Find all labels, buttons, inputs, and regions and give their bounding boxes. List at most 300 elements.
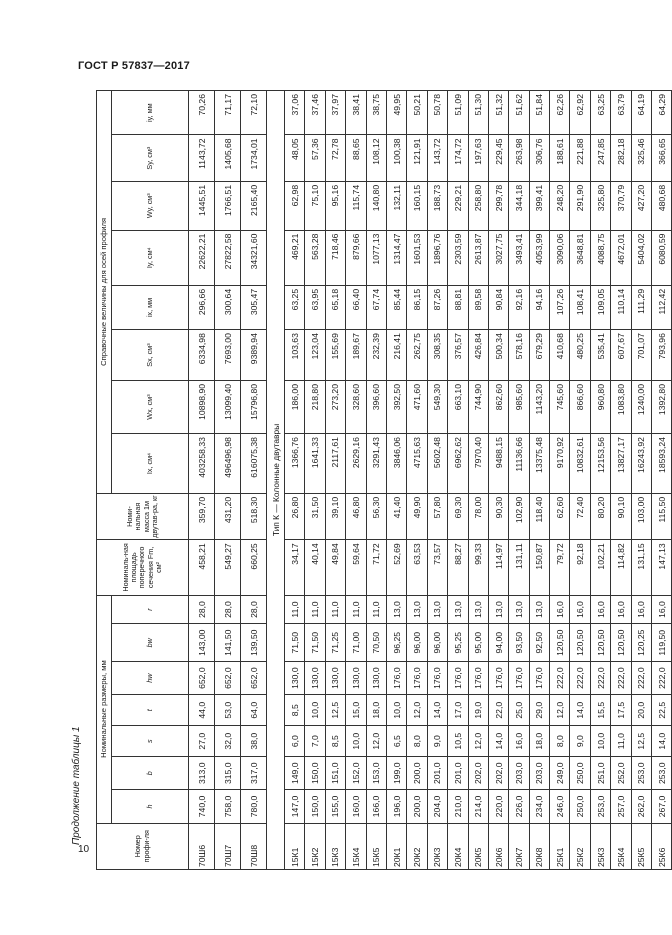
table-cell: 22622,21: [189, 230, 215, 285]
table-cell: 86,15: [407, 285, 427, 329]
table-cell: 16243,92: [631, 434, 651, 494]
table-cell: 186,00: [285, 381, 305, 434]
table-cell: 62,92: [570, 91, 590, 135]
table-cell: 6,5: [386, 726, 406, 757]
table-row: [285, 91, 305, 870]
table-cell: 17,5: [611, 695, 631, 726]
header-row-groups: [97, 91, 112, 870]
table-cell: 500,34: [488, 330, 508, 381]
table-cell: 222,0: [570, 662, 590, 695]
table-cell: 39,10: [325, 493, 345, 539]
table-cell: 176,0: [427, 662, 447, 695]
table-cell: 1896,76: [427, 230, 447, 285]
table-cell: 79,72: [550, 540, 570, 595]
table-cell: 130,0: [366, 662, 386, 695]
table-cell: 139,50: [241, 624, 267, 662]
table-cell: 296,66: [189, 285, 215, 329]
table-cell: 108,41: [570, 285, 590, 329]
table-cell: 11,0: [611, 726, 631, 757]
table-cell: 793,96: [652, 330, 672, 381]
table-cell: 201,0: [448, 757, 468, 790]
table-cell: 120,25: [631, 624, 651, 662]
cell-profile-number: 70Ш8: [241, 823, 267, 869]
table-cell: 34,17: [285, 540, 305, 595]
header-dim-6: r: [112, 595, 189, 624]
table-cell: 701,07: [631, 330, 651, 381]
table-cell: 257,0: [611, 790, 631, 823]
table-cell: 200,0: [407, 757, 427, 790]
table-cell: 59,64: [346, 540, 366, 595]
header-dim-2: s: [112, 726, 189, 757]
table-cell: 1445,51: [189, 181, 215, 230]
table-cell: 150,87: [529, 540, 549, 595]
table-cell: 229,21: [448, 181, 468, 230]
table-cell: 71,25: [325, 624, 345, 662]
table-cell: 2165,40: [241, 181, 267, 230]
table-cell: 73,57: [427, 540, 447, 595]
table-cell: 140,80: [366, 181, 386, 230]
table-cell: 13,0: [427, 595, 447, 624]
table-cell: 4053,99: [529, 230, 549, 285]
table-cell: 141,50: [215, 624, 241, 662]
header-nominal-dimensions: Номинальные размеры, мм: [97, 595, 112, 823]
table-cell: 403258,33: [189, 434, 215, 494]
cell-profile-number: 15К1: [285, 823, 305, 869]
table-cell: 130,0: [325, 662, 345, 695]
table-cell: 344,18: [509, 181, 529, 230]
header-dim-1: b: [112, 757, 189, 790]
table-cell: 10,0: [346, 726, 366, 757]
table-cell: 114,82: [611, 540, 631, 595]
table-row: [509, 91, 529, 870]
table-cell: 109,05: [590, 285, 610, 329]
table-row: [366, 91, 386, 870]
table-cell: 202,0: [468, 757, 488, 790]
table-cell: 267,0: [652, 790, 672, 823]
table-cell: 31,50: [305, 493, 325, 539]
table-row: [488, 91, 508, 870]
table-cell: 376,57: [448, 330, 468, 381]
table-cell: 75,10: [305, 181, 325, 230]
table-cell: 325,80: [590, 181, 610, 230]
table-cell: 78,00: [468, 493, 488, 539]
table-cell: 4088,75: [590, 230, 610, 285]
table-cell: 222,0: [590, 662, 610, 695]
table-cell: 26,80: [285, 493, 305, 539]
table-cell: 10,0: [590, 726, 610, 757]
table-cell: 222,0: [611, 662, 631, 695]
table-cell: 306,76: [529, 135, 549, 181]
table-cell: 549,30: [427, 381, 447, 434]
table-cell: 317,0: [241, 757, 267, 790]
table-cell: 65,18: [325, 285, 345, 329]
table-cell: 176,0: [529, 662, 549, 695]
table-cell: 471,60: [407, 381, 427, 434]
table-cell: 20,0: [631, 695, 651, 726]
table-row: [570, 91, 590, 870]
table-cell: 652,0: [215, 662, 241, 695]
table-cell: 253,0: [590, 790, 610, 823]
table-cell: 222,0: [652, 662, 672, 695]
table-cell: 1314,47: [386, 230, 406, 285]
table-cell: 102,21: [590, 540, 610, 595]
table-cell: 679,29: [529, 330, 549, 381]
table-cell: 249,0: [550, 757, 570, 790]
table-cell: 64,29: [652, 91, 672, 135]
table-cell: 11,0: [325, 595, 345, 624]
table-cell: 188,73: [427, 181, 447, 230]
table-cell: 114,97: [488, 540, 508, 595]
table-cell: 130,0: [346, 662, 366, 695]
table-cell: 3846,06: [386, 434, 406, 494]
table-cell: 203,0: [529, 757, 549, 790]
table-cell: 11,0: [346, 595, 366, 624]
table-cell: 71,50: [305, 624, 325, 662]
table-cell: 226,0: [509, 790, 529, 823]
table-cell: 15,5: [590, 695, 610, 726]
table-cell: 63,79: [611, 91, 631, 135]
table-cell: 90,84: [488, 285, 508, 329]
table-cell: 8,0: [407, 726, 427, 757]
header-ref-7: iy, мм: [112, 91, 189, 135]
cell-profile-number: 20К8: [529, 823, 549, 869]
table-cell: 2629,16: [346, 434, 366, 494]
table-cell: 2117,61: [325, 434, 345, 494]
table-cell: 12,0: [550, 695, 570, 726]
table-row: [448, 91, 468, 870]
table-cell: 220,0: [488, 790, 508, 823]
table-cell: 300,64: [215, 285, 241, 329]
table-cell: 107,26: [550, 285, 570, 329]
table-cell: 160,15: [407, 181, 427, 230]
table-cell: 118,40: [529, 493, 549, 539]
table-cell: 119,50: [652, 624, 672, 662]
table-cell: 96,00: [407, 624, 427, 662]
table-cell: 16,0: [590, 595, 610, 624]
table-cell: 69,30: [448, 493, 468, 539]
table-cell: 88,27: [448, 540, 468, 595]
table-cell: 16,0: [509, 726, 529, 757]
table-cell: 108,12: [366, 135, 386, 181]
table-cell: 13,0: [407, 595, 427, 624]
table-cell: 176,0: [407, 662, 427, 695]
table-cell: 253,0: [631, 757, 651, 790]
table-cell: 70,50: [366, 624, 386, 662]
cell-profile-number: 70Ш6: [189, 823, 215, 869]
table-cell: 28,0: [241, 595, 267, 624]
cell-profile-number: 25К6: [652, 823, 672, 869]
table-cell: 16,0: [570, 595, 590, 624]
table-row: [468, 91, 488, 870]
cell-profile-number: 15К3: [325, 823, 345, 869]
table-cell: 22,0: [488, 695, 508, 726]
table-cell: 92,16: [509, 285, 529, 329]
cell-profile-number: 15К2: [305, 823, 325, 869]
table-cell: 13,0: [448, 595, 468, 624]
table-cell: 10,0: [305, 695, 325, 726]
table-cell: 3291,43: [366, 434, 386, 494]
table-cell: 11136,66: [509, 434, 529, 494]
table-cell: 9,0: [570, 726, 590, 757]
table-cell: 96,00: [427, 624, 447, 662]
table-cell: 120,50: [550, 624, 570, 662]
table-cell: 366,65: [652, 135, 672, 181]
table-cell: 27,0: [189, 726, 215, 757]
table-cell: 92,50: [529, 624, 549, 662]
table-cell: 176,0: [448, 662, 468, 695]
table-cell: 1392,80: [652, 381, 672, 434]
table-cell: 2303,59: [448, 230, 468, 285]
table-cell: 11,0: [366, 595, 386, 624]
table-cell: 410,68: [550, 330, 570, 381]
table-cell: 176,0: [488, 662, 508, 695]
table-row: [305, 91, 325, 870]
table-cell: 64,0: [241, 695, 267, 726]
table-cell: 1734,01: [241, 135, 267, 181]
table-cell: 18,0: [366, 695, 386, 726]
table-cell: 5404,02: [631, 230, 651, 285]
table-cell: 99,33: [468, 540, 488, 595]
table-cell: 111,29: [631, 285, 651, 329]
table-cell: 70,26: [189, 91, 215, 135]
table-cell: 94,16: [529, 285, 549, 329]
table-cell: 120,50: [611, 624, 631, 662]
table-cell: 11,0: [285, 595, 305, 624]
table-cell: 392,50: [386, 381, 406, 434]
table-cell: 56,30: [366, 493, 386, 539]
table-cell: 121,91: [407, 135, 427, 181]
cell-profile-number: 25К4: [611, 823, 631, 869]
table-cell: 291,90: [570, 181, 590, 230]
table-cell: 89,58: [468, 285, 488, 329]
table-cell: 90,10: [611, 493, 631, 539]
table-cell: 1766,51: [215, 181, 241, 230]
table-cell: 3090,06: [550, 230, 570, 285]
table-cell: 3493,41: [509, 230, 529, 285]
table-cell: 18593,24: [652, 434, 672, 494]
table-cell: 258,80: [468, 181, 488, 230]
table-cell: 431,20: [215, 493, 241, 539]
table-cell: 52,69: [386, 540, 406, 595]
table-cell: 299,78: [488, 181, 508, 230]
cell-profile-number: 20К4: [448, 823, 468, 869]
table-cell: 253,0: [652, 757, 672, 790]
table-cell: 1143,20: [529, 381, 549, 434]
cell-profile-number: 20К5: [468, 823, 488, 869]
section-row: [267, 91, 285, 870]
table-cell: 102,90: [509, 493, 529, 539]
table-cell: 150,0: [305, 757, 325, 790]
table-cell: 12153,56: [590, 434, 610, 494]
table-cell: 131,15: [631, 540, 651, 595]
table-cell: 262,75: [407, 330, 427, 381]
table-cell: 151,0: [325, 757, 345, 790]
table-cell: 38,0: [241, 726, 267, 757]
table-cell: 7,0: [305, 726, 325, 757]
header-dim-0: h: [112, 790, 189, 823]
table-cell: 115,74: [346, 181, 366, 230]
cell-profile-number: 25К5: [631, 823, 651, 869]
table-cell: 879,66: [346, 230, 366, 285]
table-cell: 985,60: [509, 381, 529, 434]
header-reference-values: Справочные величины для осей профиля: [97, 91, 112, 494]
table-row: [427, 91, 447, 870]
table-cell: 578,16: [509, 330, 529, 381]
table-cell: 480,68: [652, 181, 672, 230]
table-cell: 549,27: [215, 540, 241, 595]
table-row: [611, 91, 631, 870]
table-cell: 218,80: [305, 381, 325, 434]
table-cell: 199,0: [386, 757, 406, 790]
table-row: [590, 91, 610, 870]
table-cell: 90,30: [488, 493, 508, 539]
table-cell: 15796,80: [241, 381, 267, 434]
table-cell: 607,67: [611, 330, 631, 381]
table-cell: 458,21: [189, 540, 215, 595]
table-cell: 203,0: [509, 757, 529, 790]
table-cell: 10,0: [386, 695, 406, 726]
header-dim-5: bw: [112, 624, 189, 662]
table-cell: 13,0: [386, 595, 406, 624]
table-cell: 16,0: [550, 595, 570, 624]
table-cell: 94,00: [488, 624, 508, 662]
table-cell: 196,0: [386, 790, 406, 823]
table-cell: 12,0: [407, 695, 427, 726]
header-ref-1: Wx, см³: [112, 381, 189, 434]
table-cell: 222,0: [550, 662, 570, 695]
header-ref-6: Sy, см³: [112, 135, 189, 181]
table-row: [386, 91, 406, 870]
table-cell: 149,0: [285, 757, 305, 790]
table-cell: 399,41: [529, 181, 549, 230]
table-cell: 13827,17: [611, 434, 631, 494]
table-cell: 204,0: [427, 790, 447, 823]
table-cell: 71,72: [366, 540, 386, 595]
table-cell: 12,5: [631, 726, 651, 757]
table-cell: 16,0: [652, 595, 672, 624]
table-cell: 147,0: [285, 790, 305, 823]
profile-table: [96, 90, 672, 870]
table-row: [189, 91, 215, 870]
table-cell: 960,80: [590, 381, 610, 434]
table-cell: 71,50: [285, 624, 305, 662]
table-cell: 250,0: [570, 757, 590, 790]
header-ref-5: Wy, см³: [112, 181, 189, 230]
table-cell: 14,0: [570, 695, 590, 726]
table-cell: 563,28: [305, 230, 325, 285]
table-cell: 80,20: [590, 493, 610, 539]
header-dim-4: hw: [112, 662, 189, 695]
table-cell: 63,53: [407, 540, 427, 595]
table-cell: 305,47: [241, 285, 267, 329]
table-cell: 143,00: [189, 624, 215, 662]
table-cell: 652,0: [189, 662, 215, 695]
table-cell: 37,06: [285, 91, 305, 135]
cell-profile-number: 15К4: [346, 823, 366, 869]
table-cell: 12,0: [468, 726, 488, 757]
cell-profile-number: 70Ш7: [215, 823, 241, 869]
cell-profile-number: 20К1: [386, 823, 406, 869]
table-cell: 3027,75: [488, 230, 508, 285]
table-row: [631, 91, 651, 870]
table-cell: 130,0: [305, 662, 325, 695]
table-cell: 12,5: [325, 695, 345, 726]
cell-profile-number: 20К6: [488, 823, 508, 869]
table-cell: 88,65: [346, 135, 366, 181]
table-cell: 37,97: [325, 91, 345, 135]
table-cell: 1143,72: [189, 135, 215, 181]
table-cell: 744,90: [468, 381, 488, 434]
table-cell: 188,61: [550, 135, 570, 181]
table-cell: 176,0: [509, 662, 529, 695]
table-cell: 19,0: [468, 695, 488, 726]
table-cell: 247,85: [590, 135, 610, 181]
table-cell: 123,04: [305, 330, 325, 381]
table-cell: 189,67: [346, 330, 366, 381]
table-cell: 11,0: [305, 595, 325, 624]
table-cell: 10898,90: [189, 381, 215, 434]
table-cell: 758,0: [215, 790, 241, 823]
header-ref-0: Ix, см⁴: [112, 434, 189, 494]
table-cell: 1366,76: [285, 434, 305, 494]
table-cell: 49,90: [407, 493, 427, 539]
table-row: [652, 91, 672, 870]
table-cell: 308,35: [427, 330, 447, 381]
table-cell: 15,0: [346, 695, 366, 726]
table-cell: 40,14: [305, 540, 325, 595]
header-ref-4: Iy, см⁴: [112, 230, 189, 285]
table-cell: 62,26: [550, 91, 570, 135]
table-cell: 469,21: [285, 230, 305, 285]
table-cell: 85,44: [386, 285, 406, 329]
table-cell: 9170,92: [550, 434, 570, 494]
table-row: [407, 91, 427, 870]
table-cell: 7970,40: [468, 434, 488, 494]
table-cell: 214,0: [468, 790, 488, 823]
table-cell: 229,45: [488, 135, 508, 181]
table-cell: 5602,48: [427, 434, 447, 494]
table-cell: 248,20: [550, 181, 570, 230]
table-cell: 48,05: [285, 135, 305, 181]
table-cell: 14,0: [427, 695, 447, 726]
table-cell: 652,0: [241, 662, 267, 695]
table-cell: 32,0: [215, 726, 241, 757]
table-cell: 197,63: [468, 135, 488, 181]
table-cell: 8,5: [325, 726, 345, 757]
table-cell: 25,0: [509, 695, 529, 726]
table-cell: 120,50: [590, 624, 610, 662]
table-cell: 53,0: [215, 695, 241, 726]
table-cell: 745,60: [550, 381, 570, 434]
table-continuation-caption: Продолжение таблицы 1: [71, 726, 82, 845]
cell-profile-number: 25К2: [570, 823, 590, 869]
table-cell: 132,11: [386, 181, 406, 230]
table-cell: 13375,48: [529, 434, 549, 494]
table-cell: 263,98: [509, 135, 529, 181]
table-cell: 34321,60: [241, 230, 267, 285]
table-row: [215, 91, 241, 870]
table-cell: 9,0: [427, 726, 447, 757]
table-cell: 147,13: [652, 540, 672, 595]
table-cell: 27822,58: [215, 230, 241, 285]
table-cell: 13,0: [509, 595, 529, 624]
header-ref-3: ix, мм: [112, 285, 189, 329]
table-cell: 66,40: [346, 285, 366, 329]
table-cell: 72,78: [325, 135, 345, 181]
table-cell: 93,50: [509, 624, 529, 662]
table-cell: 10832,61: [570, 434, 590, 494]
cell-profile-number: 25К3: [590, 823, 610, 869]
